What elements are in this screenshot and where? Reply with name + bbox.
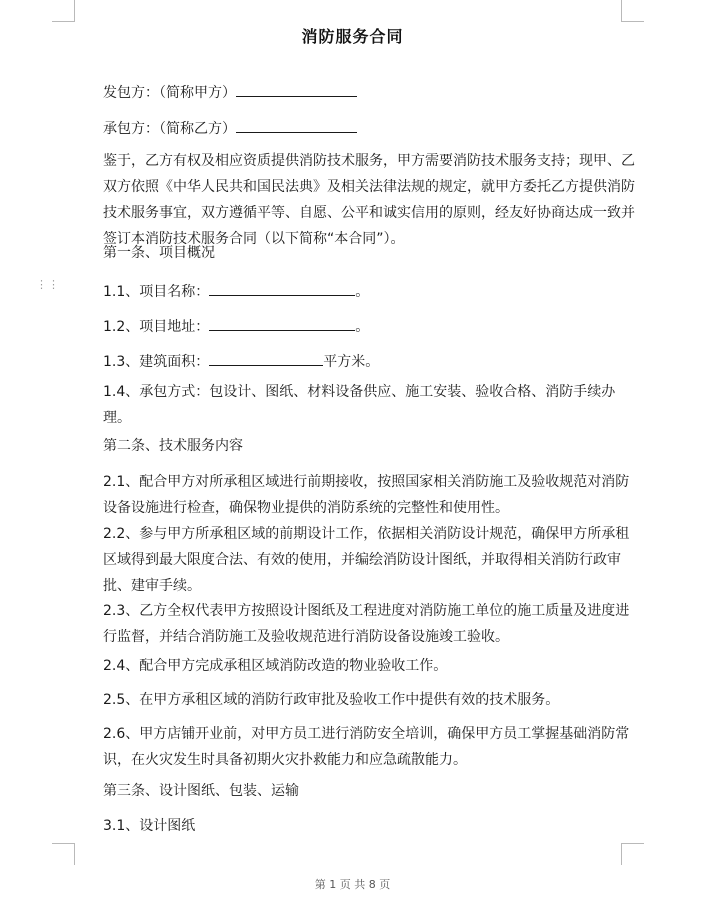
crop-mark-bottom-right-v [621, 843, 622, 865]
preamble-text: 鉴于，乙方有权及相应资质提供消防技术服务，甲方需要消防技术服务支持；现甲、乙双方依照《中华人民共和国民法典》及相关法律法规的规定，就甲方委托乙方提供消防技术服务事宜，双方遵循平等、自愿、公平和诚实信用的原则，经友好协商达成一致并签订本消防技术服务合同（以下简称“本合同”）。 [103, 153, 635, 247]
item-2-2-paragraph [75, 521, 635, 599]
crop-mark-bottom-left-h [52, 843, 74, 844]
item-1-2 [103, 316, 369, 335]
item-2-1-paragraph [75, 469, 635, 521]
item-1-2-end: 。 [355, 319, 370, 335]
item-2-3-text: 2.3、乙方全权代表甲方按照设计图纸及工程进度对消防施工单位的施工质量及进度进行监督，并结合消防施工及验收规范进行消防设备设施竣工验收。 [103, 603, 630, 645]
item-2-5-paragraph [75, 687, 635, 713]
project-address-blank[interactable] [209, 316, 355, 331]
item-2-4-paragraph [75, 653, 635, 679]
item-1-1-end: 。 [355, 284, 370, 300]
article3-heading: 第三条、设计图纸、包装、运输 [103, 783, 299, 799]
item-1-3 [103, 351, 379, 370]
crop-mark-top-left-v [74, 0, 75, 22]
crop-mark-top-right-v [621, 0, 622, 22]
party-b-blank[interactable] [236, 118, 357, 133]
page-footer: 第 1 页 共 8 页 [314, 878, 391, 891]
document-title: 消防服务合同 [301, 27, 404, 46]
project-name-blank[interactable] [209, 281, 355, 296]
item-2-3-paragraph [75, 598, 635, 650]
crop-mark-bottom-left-v [74, 843, 75, 865]
party-a-label: 发包方：（简称甲方） [103, 85, 236, 101]
item-2-4-text: 2.4、配合甲方完成承租区域消防改造的物业验收工作。 [103, 658, 448, 674]
party-b-label: 承包方：（简称乙方） [103, 121, 236, 137]
item-2-2-text: 2.2、参与甲方所承租区域的前期设计工作，依据相关消防设计规范，确保甲方所承租区域得到最大限度合法、有效的使用，并编绘消防设计图纸，并取得相关消防行政审批、建审手续。 [103, 526, 630, 594]
item-2-6-paragraph [75, 721, 635, 773]
item-1-4-paragraph [75, 379, 635, 431]
party-b-line [103, 118, 357, 137]
item-3-1: 3.1、设计图纸 [103, 818, 196, 834]
article1-heading: 第一条、项目概况 [103, 245, 215, 261]
crop-mark-bottom-right-h [622, 843, 644, 844]
item-1-2-label: 1.2、项目地址： [103, 319, 210, 335]
item-2-5-text: 2.5、在甲方承租区域的消防行政审批及验收工作中提供有效的技术服务。 [103, 692, 560, 708]
drag-handle-icon[interactable]: ⋮⋮ [36, 278, 60, 291]
item-1-1 [103, 281, 369, 300]
item-2-1-text: 2.1、配合甲方对所承租区域进行前期接收，按照国家相关消防施工及验收规范对消防设备设施进行检查，确保物业提供的消防系统的完整性和使用性。 [103, 474, 630, 516]
item-1-4-text: 1.4、承包方式：包设计、图纸、材料设备供应、施工安装、验收合格、消防手续办理。 [103, 384, 616, 426]
item-1-3-label: 1.3、建筑面积： [103, 354, 210, 370]
building-area-blank[interactable] [209, 351, 323, 366]
crop-mark-top-right-h [622, 21, 644, 22]
article2-heading: 第二条、技术服务内容 [103, 438, 243, 454]
item-1-1-label: 1.1、项目名称： [103, 284, 210, 300]
item-1-3-unit: 平方米。 [323, 354, 380, 370]
crop-mark-top-left-h [52, 21, 74, 22]
preamble-paragraph [75, 148, 635, 252]
party-a-line [103, 82, 357, 101]
party-a-blank[interactable] [236, 82, 357, 97]
item-2-6-text: 2.6、甲方店铺开业前，对甲方员工进行消防安全培训，确保甲方员工掌握基础消防常识，在火灾发生时具备初期火灾扑救能力和应急疏散能力。 [103, 726, 630, 768]
